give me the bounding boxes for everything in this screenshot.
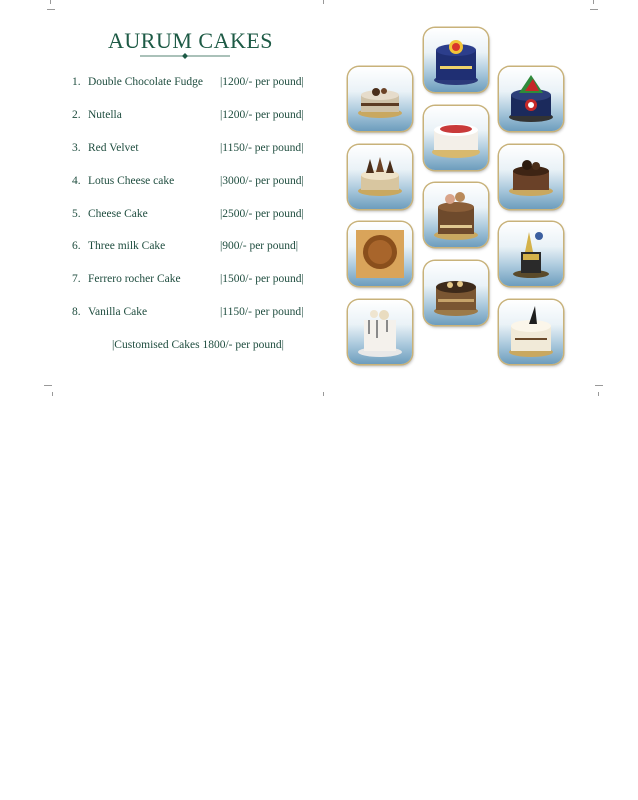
menu-item <box>72 142 332 160</box>
item-price: |1200/- per pound| <box>220 109 304 121</box>
item-name: Lotus Cheese cake <box>88 175 175 187</box>
item-number: 8. <box>72 306 81 318</box>
birthday-drip-cake-photo-icon <box>424 183 488 247</box>
crop-mark <box>323 0 324 4</box>
menu-item <box>72 208 332 226</box>
chocolate-cake-photo-icon <box>348 67 412 131</box>
item-price: |1150/- per pound| <box>220 142 304 154</box>
chocolate-wedge-cake-photo-icon <box>348 145 412 209</box>
crop-mark <box>598 392 599 396</box>
menu-item <box>72 273 332 291</box>
crop-mark <box>323 392 324 396</box>
menu-item <box>72 76 332 94</box>
item-number: 3. <box>72 142 81 154</box>
menu-item <box>72 109 332 127</box>
item-price: |2500/- per pound| <box>220 208 304 220</box>
number-cake-photo-icon <box>348 222 412 286</box>
item-price: |1150/- per pound| <box>220 306 304 318</box>
item-number: 1. <box>72 76 81 88</box>
superhero-cake-photo-icon <box>499 67 563 131</box>
item-number: 6. <box>72 240 81 252</box>
item-name: Vanilla Cake <box>88 306 148 318</box>
menu-item <box>72 306 332 324</box>
item-price: |1200/- per pound| <box>220 76 304 88</box>
crop-mark <box>595 385 603 386</box>
item-name: Double Chocolate Fudge <box>88 76 203 88</box>
chocolate-drip-cake-photo-icon <box>499 145 563 209</box>
item-name: Nutella <box>88 109 122 121</box>
item-name: Ferrero rocher Cake <box>88 273 181 285</box>
customised-cakes-note: |Customised Cakes 1800/- per pound| <box>112 339 284 351</box>
birthday-feather-cake-photo-icon <box>499 300 563 364</box>
crop-mark <box>52 392 53 396</box>
item-name: Cheese Cake <box>88 208 148 220</box>
item-number: 7. <box>72 273 81 285</box>
crop-mark <box>593 0 594 4</box>
red-velvet-cake-photo-icon <box>424 106 488 170</box>
menu-item <box>72 240 332 258</box>
item-price: |900/- per pound| <box>220 240 299 252</box>
trophy-cake-photo-icon <box>499 222 563 286</box>
page-title: AURUM CAKES <box>108 28 274 53</box>
item-number: 4. <box>72 175 81 187</box>
crop-mark <box>47 9 55 10</box>
item-name: Red Velvet <box>88 142 139 154</box>
vanilla-drip-cake-photo-icon <box>348 300 412 364</box>
crop-mark <box>590 9 598 10</box>
menu-item <box>72 175 332 193</box>
item-number: 2. <box>72 109 81 121</box>
crop-mark <box>44 385 52 386</box>
item-number: 5. <box>72 208 81 220</box>
item-price: |1500/- per pound| <box>220 273 304 285</box>
item-name: Three milk Cake <box>88 240 166 252</box>
lotus-cheese-cake-photo-icon <box>424 261 488 325</box>
item-price: |3000/- per pound| <box>220 175 304 187</box>
crop-mark <box>50 0 51 4</box>
birthday-themed-cake-photo-icon <box>424 28 488 92</box>
title-ornament-icon <box>140 53 230 59</box>
